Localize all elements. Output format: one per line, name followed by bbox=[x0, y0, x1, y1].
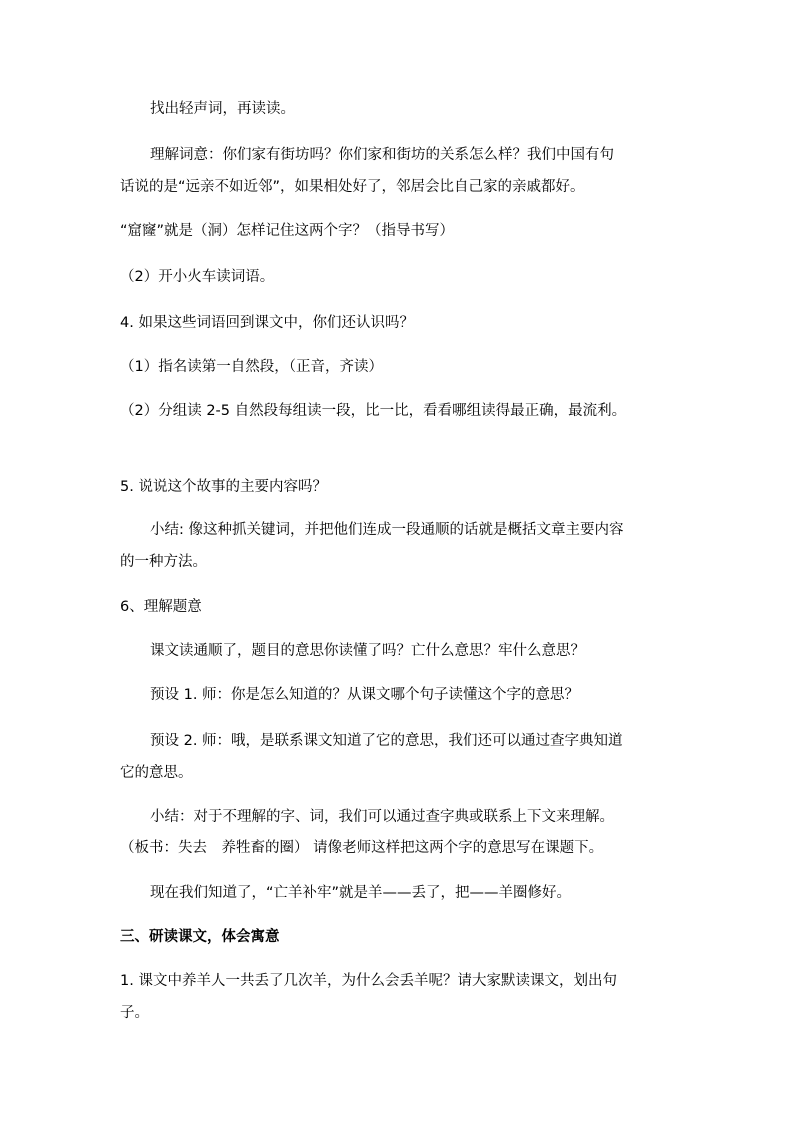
paragraph-read-first-paragraph: （1）指名读第一自然段，（正音，齐读） bbox=[120, 359, 383, 375]
paragraph-step-1-lost-sheep: 1. 课文中养羊人一共丢了几次羊，为什么会丢羊呢？请大家默读课文，划出句 bbox=[120, 973, 617, 989]
paragraph-step-1-lost-sheep-continued: 子。 bbox=[120, 1005, 149, 1021]
paragraph-summary-dictionary: 小结：对于不理解的字、词，我们可以通过查字典或联系上下文来理解。 bbox=[150, 809, 614, 825]
paragraph-step-6-title-meaning: 6、理解题意 bbox=[120, 599, 202, 615]
paragraph-kulong-explanation: “窟窿”就是（洞）怎样记住这两个字？（指导书写） bbox=[120, 223, 455, 239]
paragraph-understand-word-meaning: 理解词意：你们家有街坊吗？你们家和街坊的关系怎么样？我们中国有句 bbox=[150, 147, 614, 163]
paragraph-train-reading-words: （2）开小火车读词语。 bbox=[120, 269, 275, 285]
paragraph-summary-keywords-continued: 的一种方法。 bbox=[120, 554, 207, 570]
paragraph-blackboard-writing: （板书：失去 养牲畜的圈） 请像老师这样把这两个字的意思写在课题下。 bbox=[120, 840, 604, 856]
paragraph-summary-keywords: 小结: 像这种抓关键词，并把他们连成一段通顺的话就是概括文章主要内容 bbox=[150, 522, 624, 538]
paragraph-preset-1: 预设 1. 师：你是怎么知道的？从课文哪个句子读懂这个字的意思？ bbox=[150, 687, 580, 703]
paragraph-group-reading: （2）分组读 2-5 自然段每组读一段，比一比，看看哪组读得最正确，最流利。 bbox=[120, 403, 627, 419]
paragraph-find-neutral-tone-words: 找出轻声词，再读读。 bbox=[150, 101, 295, 117]
paragraph-step-4-question: 4. 如果这些词语回到课文中，你们还认识吗？ bbox=[120, 315, 414, 331]
paragraph-understand-word-meaning-continued: 话说的是“远亲不如近邻”，如果相处好了，邻居会比自己家的亲戚都好。 bbox=[120, 179, 585, 195]
paragraph-step-5-main-content: 5. 说说这个故事的主要内容吗？ bbox=[120, 479, 327, 495]
paragraph-preset-2-continued: 它的意思。 bbox=[120, 765, 193, 781]
paragraph-preset-2: 预设 2. 师：哦，是联系课文知道了它的意思，我们还可以通过查字典知道 bbox=[150, 733, 623, 749]
paragraph-title-meaning-question: 课文读通顺了，题目的意思你读懂了吗？亡什么意思？牢什么意思？ bbox=[150, 643, 585, 659]
section-heading-study-text: 三、研读课文，体会寓意 bbox=[120, 929, 280, 945]
paragraph-title-explained: 现在我们知道了，“亡羊补牢”就是羊——丢了，把——羊圈修好。 bbox=[150, 885, 572, 901]
